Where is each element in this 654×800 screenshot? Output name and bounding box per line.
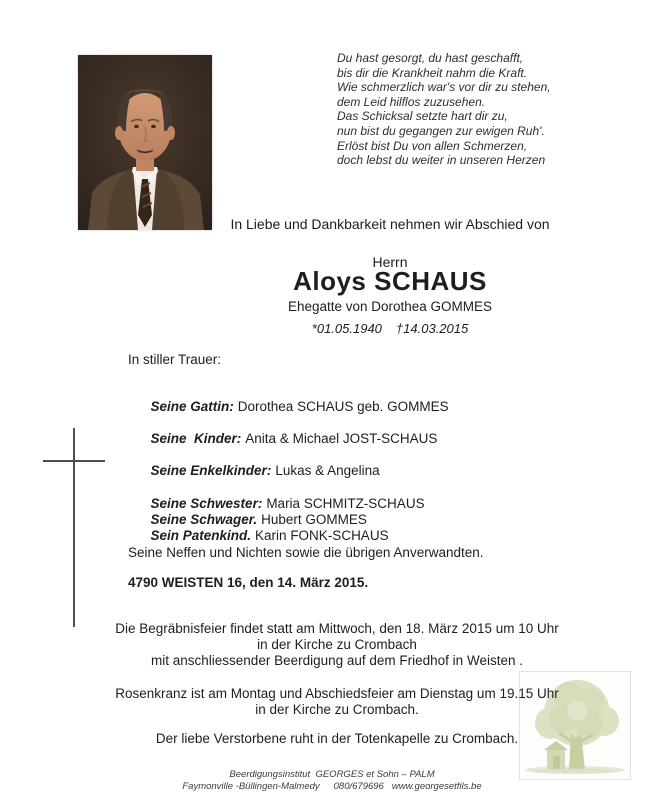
- memorial-poem: [337, 51, 637, 168]
- mourner-value: Hubert GOMMES: [261, 512, 367, 527]
- life-dates: [130, 321, 650, 336]
- mourner-value: Karin FONK-SCHAUS: [255, 528, 389, 543]
- portrait-photo: [78, 55, 212, 230]
- farewell-intro: In Liebe und Dankbarkeit nehmen wir Abschied von: [230, 216, 550, 232]
- salutation: Herrn: [372, 254, 408, 270]
- mourner-value: Dorothea SCHAUS geb. GOMMES: [237, 399, 449, 414]
- portrait-photo-image: [78, 55, 212, 230]
- mourner-label: Seine Gattin:: [150, 399, 234, 414]
- mourner-label: Seine Enkelkinder:: [150, 463, 272, 478]
- mourner-label: Sein Patenkind.: [150, 528, 252, 543]
- mourner-label: Seine Kinder:: [150, 431, 242, 446]
- funeral-home-name: Beerdigungsinstitut GEORGES et Sohn – PALM: [229, 769, 435, 780]
- poem-line: dem Leid hilflos zuzusehen.: [337, 94, 486, 109]
- funeral-paragraph: [27, 621, 647, 670]
- poem-line: Das Schicksal setzte hart dir zu,: [337, 109, 508, 124]
- funeral-home-website: www.georgesetfils.be: [391, 780, 482, 792]
- poem-line: bis dir die Krankheit nahm die Kraft.: [337, 65, 528, 80]
- service-line: mit anschliessender Beerdigung auf dem Friedhof in Weisten .: [151, 653, 523, 669]
- mourning-title: In stiller Trauer:: [128, 352, 222, 367]
- death-date: †14.03.2015: [395, 321, 469, 336]
- poem-line: Wie schmerzlich war's vor dir zu stehen,: [337, 80, 551, 95]
- cross-icon-bar: [43, 460, 105, 462]
- poem-line: Du hast gesorgt, du hast geschafft,: [337, 51, 524, 65]
- funeral-home-footer: [27, 769, 637, 792]
- mourner-label: Seine Schwager.: [150, 512, 258, 527]
- chapel-paragraph: [27, 731, 647, 747]
- place-and-date: 4790 WEISTEN 16, den 14. März 2015.: [128, 575, 369, 590]
- cross-icon: [73, 428, 75, 627]
- spouse-relation: Ehegatte von Dorothea GOMMES: [287, 299, 493, 314]
- poem-line: nun bist du gegangen zur ewigen Ruh'.: [337, 123, 545, 138]
- service-line: Rosenkranz ist am Montag und Abschiedsfeier am Dienstag um 19.15 Uhr: [115, 686, 559, 701]
- funeral-home-phone: 080/679696: [333, 780, 384, 792]
- poem-line: Erlöst bist Du von allen Schmerzen,: [337, 138, 528, 153]
- mourner-value: Anita & Michael JOST-SCHAUS: [245, 431, 438, 446]
- rosary-paragraph: [27, 686, 647, 718]
- service-line: Die Begräbnisfeier findet statt am Mittwoch, den 18. März 2015 um 10 Uhr: [115, 621, 559, 636]
- mourner-value: Maria SCHMITZ-SCHAUS: [266, 496, 425, 511]
- relatives-note: Seine Neffen und Nichten sowie die übrigen Anverwandten.: [128, 545, 484, 560]
- birth-date: *01.05.1940: [311, 321, 382, 336]
- service-line: in der Kirche zu Crombach.: [255, 702, 419, 718]
- funeral-home-contact: [27, 781, 637, 793]
- deceased-name: Aloys SCHAUS: [293, 266, 487, 296]
- funeral-home-location: Faymonville -Büllingen-Malmedy: [182, 780, 320, 792]
- poem-line: doch lebst du weiter in unseren Herzen: [337, 153, 546, 168]
- service-line: Der liebe Verstorbene ruht in der Totenkapelle zu Crombach.: [155, 731, 519, 746]
- mourner-value: Lukas & Angelina: [275, 463, 380, 478]
- service-line: in der Kirche zu Crombach: [257, 637, 417, 653]
- mourner-label: Seine Schwester:: [150, 496, 263, 511]
